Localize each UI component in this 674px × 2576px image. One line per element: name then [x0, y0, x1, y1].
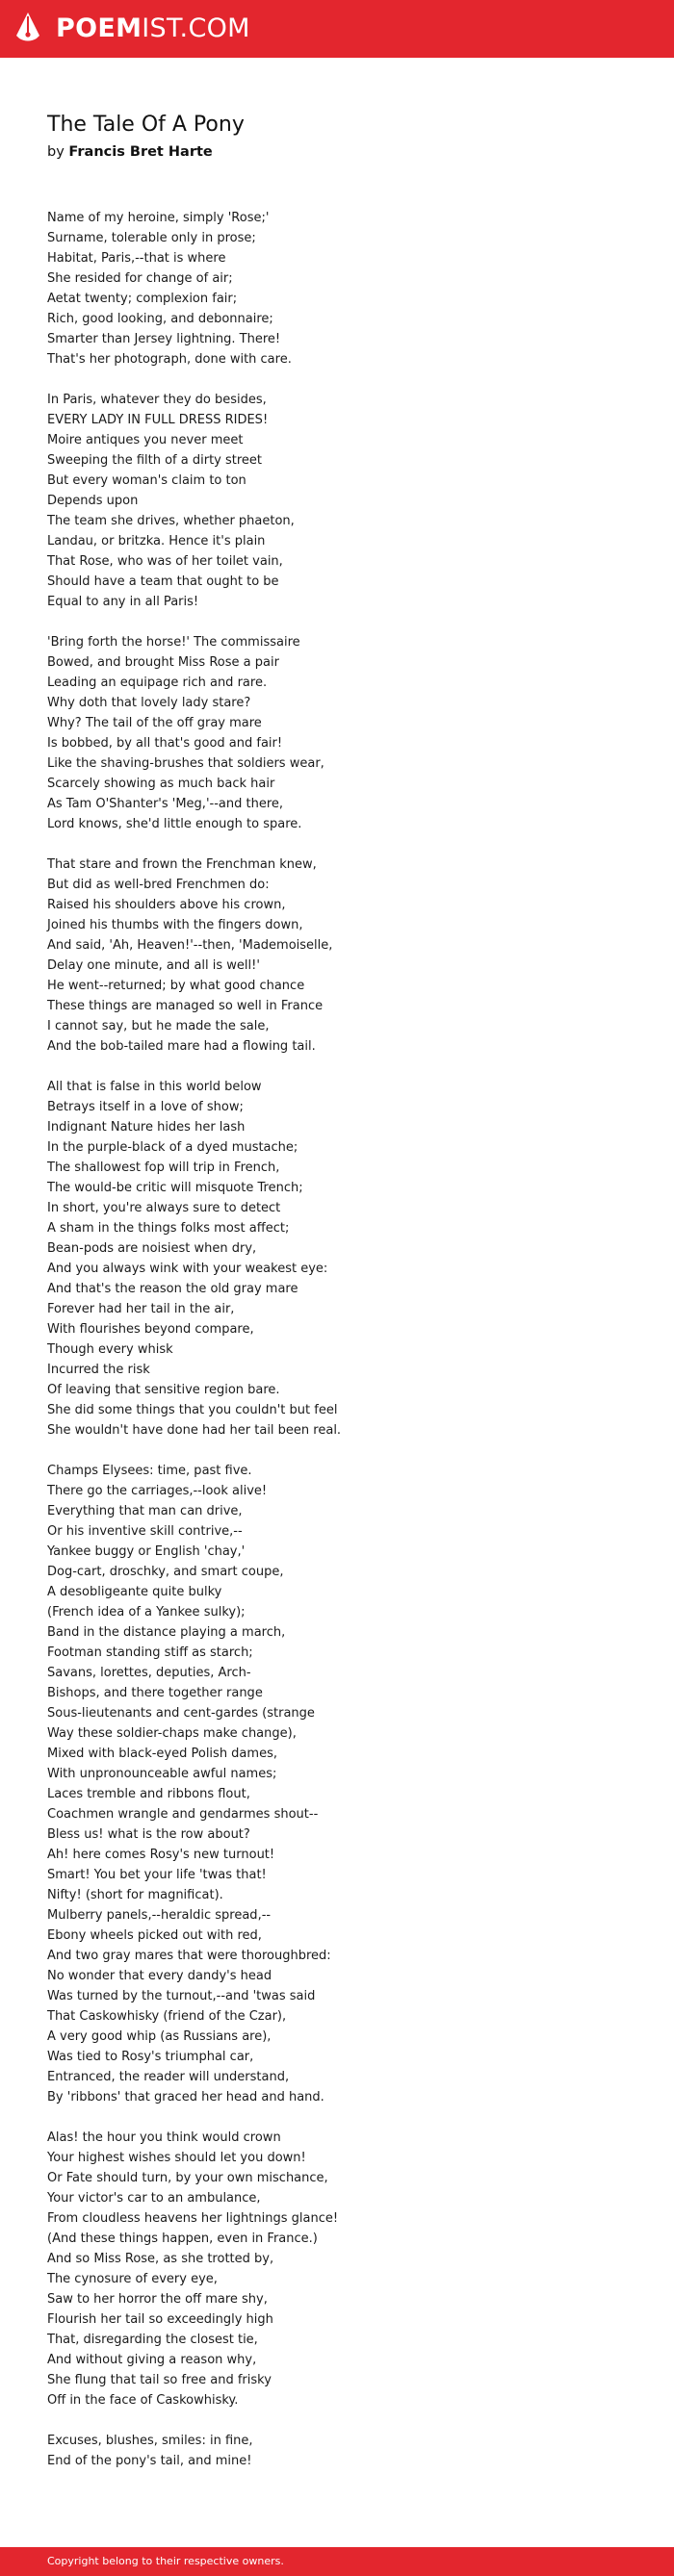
site-header	[0, 0, 674, 58]
poem-line: These things are managed so well in France	[47, 999, 324, 1013]
poem-line: Name of my heroine, simply 'Rose;'	[47, 211, 270, 225]
poem-line: Flourish her tail so exceedingly high	[47, 2312, 273, 2327]
poem-line: Bean-pods are noisiest when dry,	[47, 1241, 257, 1256]
poem-line: Everything that man can drive,	[47, 1504, 243, 1518]
poem-line: But did as well-bred Frenchmen do:	[47, 878, 270, 892]
poem-line: Incurred the risk	[47, 1363, 150, 1377]
poem-line: Champs Elysees: time, past five.	[47, 1464, 252, 1478]
poem-line: Of leaving that sensitive region bare.	[47, 1383, 280, 1397]
poem-line: Bless us! what is the row about?	[47, 1827, 250, 1842]
poem-line: Mixed with black-eyed Polish dames,	[47, 1747, 277, 1761]
poem-line: A very good whip (as Russians are),	[47, 2029, 272, 2044]
poem-line: That Rose, who was of her toilet vain,	[47, 554, 283, 569]
poem-line: Surname, tolerable only in prose;	[47, 231, 256, 245]
poem-line: Was tied to Rosy's triumphal car,	[47, 2050, 254, 2064]
poem-body	[47, 208, 644, 2491]
poem-line: As Tam O'Shanter's 'Meg,'--and there,	[47, 797, 284, 811]
poem-line: I cannot say, but he made the sale,	[47, 1019, 270, 1033]
poem-line: Bishops, and there together range	[47, 1686, 263, 1700]
poem-line: Ebony wheels picked out with red,	[47, 1928, 262, 1943]
poem-line: Should have a team that ought to be	[47, 574, 279, 589]
poem-line: And without giving a reason why,	[47, 2353, 257, 2367]
poem-line: She did some things that you couldn't but feel	[47, 1403, 338, 1417]
poem-line: Your highest wishes should let you down!	[47, 2151, 306, 2165]
pen-nib-logo-icon[interactable]	[15, 12, 40, 46]
poem-line: In the purple-black of a dyed mustache;	[47, 1140, 298, 1155]
poem-line: Equal to any in all Paris!	[47, 595, 199, 609]
poem-line: Raised his shoulders above his crown,	[47, 898, 286, 912]
poem-line: The team she drives, whether phaeton,	[47, 514, 295, 528]
poem-line: Sweeping the filth of a dirty street	[47, 453, 263, 468]
poem-line: The shallowest fop will trip in French,	[47, 1160, 280, 1175]
poem-line: Why doth that lovely lady stare?	[47, 696, 251, 710]
site-logo-link[interactable]	[56, 13, 250, 44]
poem-line: In short, you're always sure to detect	[47, 1201, 281, 1215]
poem-stanza	[47, 390, 644, 612]
poem-stanza	[47, 2431, 644, 2471]
poem-line: Dog-cart, droschky, and smart coupe,	[47, 1565, 284, 1579]
poem-line: Indignant Nature hides her lash	[47, 1120, 246, 1135]
poem-line: But every woman's claim to ton	[47, 473, 246, 488]
poem-title: The Tale Of A Pony	[47, 113, 245, 137]
poem-stanza	[47, 1461, 644, 2107]
poem-line: That Caskowhisky (friend of the Czar),	[47, 2009, 287, 2024]
poem-line: And that's the reason the old gray mare	[47, 1282, 298, 1296]
poem-line: He went--returned; by what good chance	[47, 979, 305, 993]
poem-line: Mulberry panels,--heraldic spread,--	[47, 1908, 272, 1923]
poem-line: Saw to her horror the off mare shy,	[47, 2292, 268, 2307]
poem-line: Alas! the hour you think would crown	[47, 2130, 281, 2145]
poem-byline	[47, 142, 213, 162]
poem-line: With flourishes beyond compare,	[47, 1322, 254, 1337]
poem-stanza	[47, 1077, 644, 1441]
poem-line: A desobligeante quite bulky	[47, 1585, 222, 1599]
poem-line: Off in the face of Caskowhisky.	[47, 2393, 239, 2408]
site-footer	[0, 2547, 674, 2576]
poem-line: Nifty! (short for magnificat).	[47, 1888, 223, 1902]
copyright-notice: Copyright belong to their respective owners.	[47, 2555, 284, 2567]
poem-line: Entranced, the reader will understand,	[47, 2070, 290, 2084]
poem-line: In Paris, whatever they do besides,	[47, 393, 267, 407]
poem-line: Forever had her tail in the air,	[47, 1302, 235, 1316]
poem-line: A sham in the things folks most affect;	[47, 1221, 290, 1236]
poem-line: Coachmen wrangle and gendarmes shout--	[47, 1807, 319, 1822]
poem-line: By 'ribbons' that graced her head and hand.	[47, 2090, 324, 2104]
poem-line: Landau, or britzka. Hence it's plain	[47, 534, 266, 548]
poem-line: EVERY LADY IN FULL DRESS RIDES!	[47, 413, 269, 427]
poem-line: That's her photograph, done with care.	[47, 352, 292, 367]
poem-line: There go the carriages,--look alive!	[47, 1484, 268, 1498]
poem-line: The would-be critic will misquote Trench;	[47, 1181, 303, 1195]
poem-line: Habitat, Paris,--that is where	[47, 251, 226, 266]
poem-stanza	[47, 632, 644, 834]
poem-line: 'Bring forth the horse!' The commissaire	[47, 635, 300, 650]
poem-line: The cynosure of every eye,	[47, 2272, 218, 2286]
poem-line: That, disregarding the closest tie,	[47, 2333, 258, 2347]
poem-line: (French idea of a Yankee sulky);	[47, 1605, 246, 1620]
poem-line: Ah! here comes Rosy's new turnout!	[47, 1848, 275, 1862]
poem-line: Sous-lieutenants and cent-gardes (strange	[47, 1706, 315, 1721]
poem-stanza	[47, 208, 644, 370]
poem-line: Laces tremble and ribbons flout,	[47, 1787, 250, 1801]
poem-line: Was turned by the turnout,--and 'twas said	[47, 1989, 316, 2003]
poem-author-link[interactable]: Francis Bret Harte	[68, 144, 213, 160]
poem-line: Lord knows, she'd little enough to spare.	[47, 817, 302, 831]
poem-line: Yankee buggy or English 'chay,'	[47, 1544, 246, 1559]
poem-line: Your victor's car to an ambulance,	[47, 2191, 261, 2206]
poem-line: Is bobbed, by all that's good and fair!	[47, 736, 283, 751]
poem-line: Leading an equipage rich and rare.	[47, 676, 268, 690]
logo-text-light: IST.COM	[142, 13, 250, 43]
poem-line: Joined his thumbs with the fingers down,	[47, 918, 303, 932]
poem-line: Like the shaving-brushes that soldiers wear,	[47, 756, 324, 771]
poem-line: Though every whisk	[47, 1342, 173, 1357]
poem-line: (And these things happen, even in France.)	[47, 2232, 318, 2246]
poem-line: Bowed, and brought Miss Rose a pair	[47, 655, 279, 670]
poem-line: She resided for change of air;	[47, 271, 233, 286]
poem-line: She flung that tail so free and frisky	[47, 2373, 272, 2387]
poem-line: Smart! You bet your life 'twas that!	[47, 1868, 267, 1882]
poem-line: Scarcely showing as much back hair	[47, 777, 275, 791]
poem-line: Band in the distance playing a march,	[47, 1625, 286, 1640]
poem-line: Footman standing stiff as starch;	[47, 1645, 253, 1660]
byline-label: by	[47, 144, 65, 160]
poem-line: Savans, lorettes, deputies, Arch-	[47, 1666, 251, 1680]
poem-line: And you always wink with your weakest eye:	[47, 1262, 328, 1276]
poem-line: Or his inventive skill contrive,--	[47, 1524, 243, 1539]
poem-stanza	[47, 854, 644, 1057]
poem-line: Or Fate should turn, by your own mischance,	[47, 2171, 328, 2185]
poem-line: From cloudless heavens her lightnings glance!	[47, 2211, 339, 2226]
poem-line: All that is false in this world below	[47, 1080, 262, 1094]
poem-line: And said, 'Ah, Heaven!'--then, 'Mademoiselle,	[47, 938, 333, 953]
poem-line: Aetat twenty; complexion fair;	[47, 292, 238, 306]
poem-line: Rich, good looking, and debonnaire;	[47, 312, 273, 326]
poem-line: Smarter than Jersey lightning. There!	[47, 332, 281, 346]
poem-line: And two gray mares that were thoroughbred:	[47, 1949, 331, 1963]
poem-line: Moire antiques you never meet	[47, 433, 244, 447]
poem-line: And so Miss Rose, as she trotted by,	[47, 2252, 274, 2266]
poem-line: Depends upon	[47, 494, 139, 508]
poem-line: Why? The tail of the off gray mare	[47, 716, 262, 730]
poem-line: With unpronounceable awful names;	[47, 1767, 277, 1781]
poem-line: Excuses, blushes, smiles: in fine,	[47, 2434, 253, 2448]
poem-stanza	[47, 2128, 644, 2410]
poem-line: No wonder that every dandy's head	[47, 1969, 272, 1983]
logo-text-bold: POEM	[56, 13, 143, 43]
poem-line: Betrays itself in a love of show;	[47, 1100, 244, 1114]
poem-line: That stare and frown the Frenchman knew,	[47, 857, 317, 872]
poem-line: End of the pony's tail, and mine!	[47, 2454, 252, 2468]
poem-line: And the bob-tailed mare had a flowing tail.	[47, 1039, 316, 1054]
poem-line: Way these soldier-chaps make change),	[47, 1726, 297, 1741]
poem-line: She wouldn't have done had her tail been real.	[47, 1423, 342, 1438]
poem-line: Delay one minute, and all is well!'	[47, 958, 260, 973]
